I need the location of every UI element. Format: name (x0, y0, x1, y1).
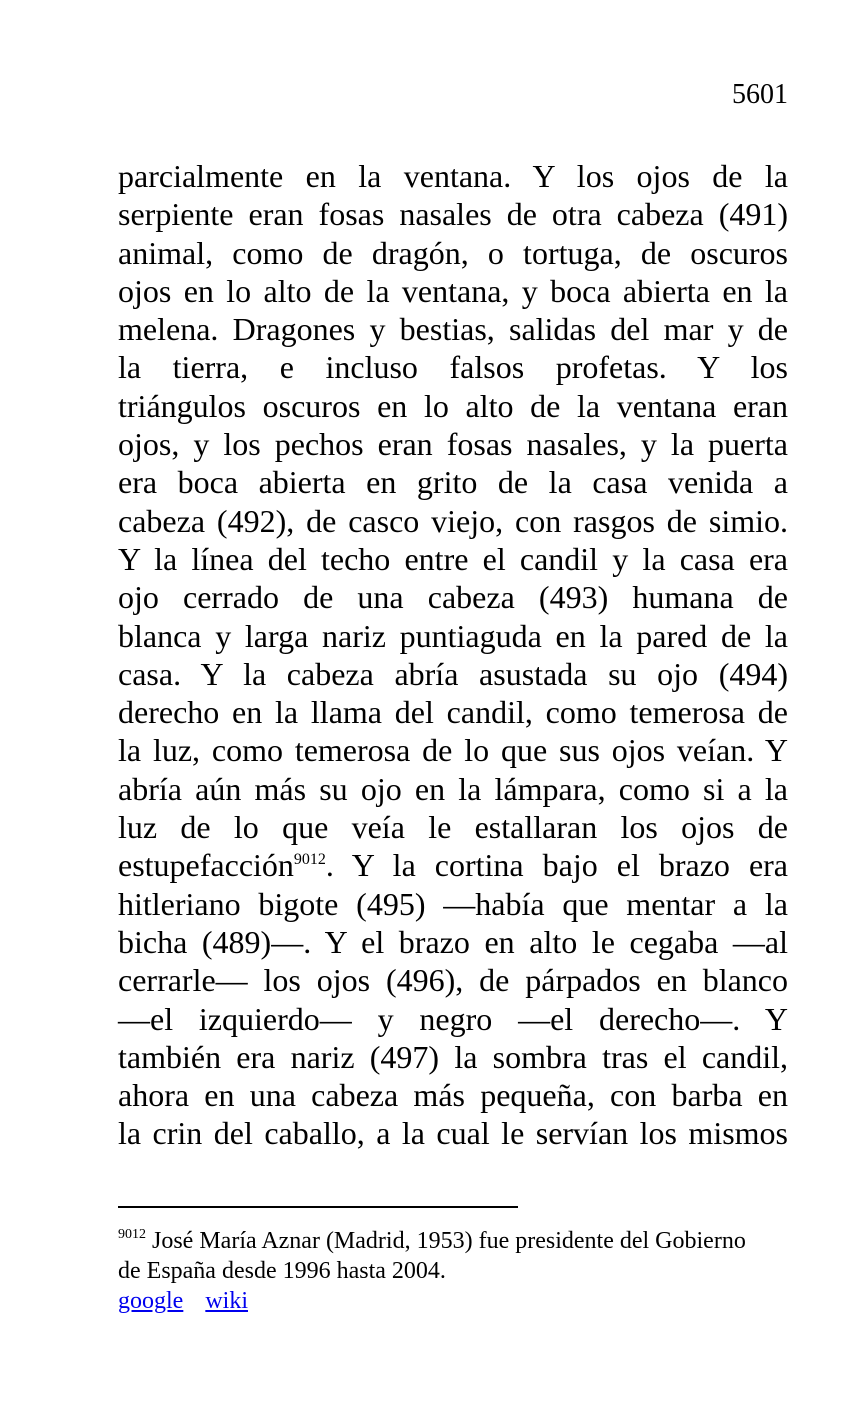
footnote-marker: 9012 (118, 1227, 146, 1242)
body-line: animal, como de dragón, o tortuga, de oscuros (118, 234, 788, 271)
body-line: abría aún más su ojo en la lámpara, como si a la (118, 770, 788, 807)
body-line: parcialmente en la ventana. Y los ojos de la (118, 158, 788, 194)
body-line: era boca abierta en grito de la casa venida a (118, 464, 788, 501)
body-line: ojo cerrado de una cabeza (493) humana de (118, 579, 788, 616)
body-line: también era nariz (497) la sombra tras el candil, (118, 1038, 788, 1075)
ref-text-before: estupefacción (118, 847, 294, 884)
body-line: la crin del caballo, a la cual le servían los mismos (118, 1115, 788, 1152)
footnote-text-line2: de España desde 1996 hasta 2004. (118, 1258, 446, 1284)
body-line: triángulos oscuros en lo alto de la ventana eran (118, 387, 788, 424)
ref-text-after: . Y la cortina bajo el brazo era (325, 847, 788, 884)
body-line: blanca y larga nariz puntiaguda en la pared de la (118, 617, 788, 654)
page-number: 5601 (732, 79, 788, 110)
body-line: la tierra, e incluso falsos profetas. Y los (118, 349, 788, 386)
body-line: —el izquierdo— y negro —el derecho—. Y (118, 1000, 788, 1037)
body-text (118, 157, 788, 1153)
body-line: ojos en lo alto de la ventana, y boca abierta en la (118, 272, 788, 309)
google-link[interactable]: google (118, 1288, 184, 1314)
footnote-links (118, 1286, 788, 1316)
wiki-link[interactable]: wiki (205, 1288, 248, 1314)
footnote (118, 1226, 788, 1316)
body-line: ahora en una cabeza más pequeña, con barba en (118, 1077, 788, 1114)
footnote-divider (118, 1206, 518, 1208)
body-line: derecho en la llama del candil, como temerosa de (118, 694, 788, 731)
body-line-with-footnote-ref (118, 846, 788, 884)
body-line: luz de lo que veía le estallaran los ojos de (118, 809, 788, 846)
body-line: cabeza (492), de casco viejo, con rasgos de simio. (118, 502, 788, 539)
footnote-line (118, 1226, 788, 1256)
body-line: casa. Y la cabeza abría asustada su ojo (494) (118, 655, 788, 692)
body-line: la luz, como temerosa de lo que sus ojos veían. Y (118, 732, 788, 769)
footnote-reference[interactable]: 9012 (293, 851, 326, 869)
body-line: melena. Dragones y bestias, salidas del mar y de (118, 311, 788, 348)
body-line: hitleriano bigote (495) —había que mentar a la (118, 885, 788, 922)
body-line: ojos, y los pechos eran fosas nasales, y la puerta (118, 426, 788, 463)
footnote-text-line1: José María Aznar (Madrid, 1953) fue presidente del Gobierno (146, 1228, 746, 1254)
body-line: serpiente eran fosas nasales de otra cabeza (491) (118, 196, 788, 233)
body-line: cerrarle— los ojos (496), de párpados en blanco (118, 962, 788, 999)
body-line: bicha (489)—. Y el brazo en alto le cegaba —al (118, 923, 788, 960)
body-line: Y la línea del techo entre el candil y la casa era (118, 540, 788, 577)
